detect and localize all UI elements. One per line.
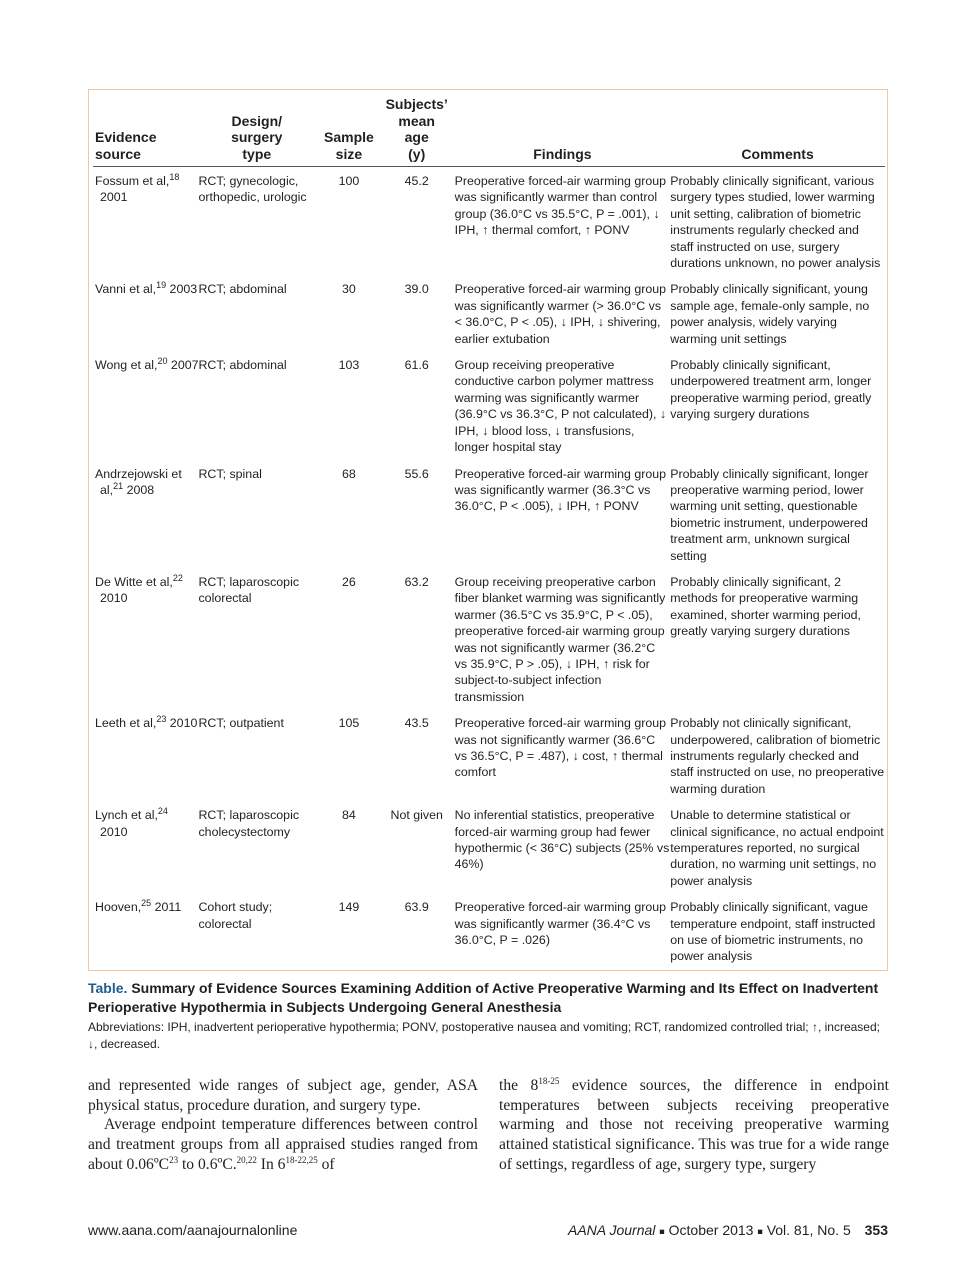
cell-mean-age: 39.0 — [404, 282, 429, 297]
caption-title — [88, 979, 888, 1017]
body-paragraph-1: and represented wide ranges of subject age, gender, ASA physical status, procedure duration, and surgery type. — [88, 1077, 478, 1114]
cell-findings: Group receiving preoperative carbon fiber blanket warming was significantly warmer (36.5°C vs 35.9°C, P < .05), preoperative forced-air warming group was not significantly warmer (36.2°C vs 35.9°C, P > .05), ↓ IPH, ↑ risk for subject-to-subject infection transmission — [454, 574, 666, 704]
cell-mean-age: 43.5 — [404, 716, 429, 731]
evidence-table — [93, 94, 885, 965]
row-spacer-cell — [93, 889, 885, 899]
row-spacer-cell — [93, 271, 885, 281]
row-spacer-cell — [93, 705, 885, 715]
table-header-row — [93, 94, 885, 167]
cell-evidence-source: Andrzejowski et al,$^{21}$ 2008 — [95, 466, 182, 497]
cell-mean-age: 63.2 — [404, 574, 429, 589]
footer-separator-icon: ■ — [757, 1226, 763, 1237]
cell-mean-age: Not given — [390, 808, 443, 823]
cell-mean-age: 55.6 — [404, 466, 429, 481]
header-design-surgery-type: Design/ surgery type — [198, 94, 315, 167]
cell-sample-size: 100 — [338, 174, 360, 188]
row-spacer — [93, 705, 885, 715]
table-caption — [88, 979, 888, 1052]
page-number: 353 — [864, 1222, 888, 1238]
caption-label: Table. — [88, 980, 128, 996]
cell-design: Cohort study; colorectal — [198, 900, 273, 931]
caption-abbreviations: Abbreviations: IPH, inadvertent perioperative hypothermia; PONV, postoperative nausea and vomiting; RCT, randomized controlled trial; ↑, increased; ↓, decreased. — [88, 1020, 880, 1051]
table-body — [93, 167, 885, 965]
cell-evidence-source: Leeth et al,$^{23}$ 2010 — [95, 714, 198, 731]
caption-title-text: Summary of Evidence Sources Examining Addition of Active Preoperative Warming and Its Effect on Inadvertent Perioperative Hypothermia in Subjects Undergoing General Anesthesia — [88, 980, 879, 1015]
footer-volume: Vol. 81, No. 5 — [766, 1222, 851, 1238]
cell-findings: Preoperative forced-air warming group was significantly warmer (36.3°C vs 36.0°C, P < .005), ↓ IPH, ↑ PONV — [454, 466, 667, 514]
cell-findings: Preoperative forced-air warming group was significantly warmer (> 36.0°C vs < 36.0°C, P < .05), ↓ IPH, ↓ shivering, earlier extubation — [454, 282, 667, 346]
cell-evidence-source: Wong et al,$^{20}$ 2007 — [95, 355, 199, 373]
row-spacer — [93, 347, 885, 357]
cell-comments: Probably clinically significant, underpowered treatment arm, longer preoperative warming period, greatly varying surgery durations — [670, 358, 872, 422]
cell-design: RCT; outpatient — [198, 716, 284, 731]
cell-sample-size: 84 — [342, 808, 356, 823]
table-row — [93, 167, 885, 272]
body-paragraph-3: the 8$^{18-25}$ evidence sources, the difference in endpoint temperatures between subjects receiving preoperative warming and those not receiving preoperative warming attained statistical significance. This was true for a wide range of settings, regardless of age, surgery type, surgery — [499, 1075, 890, 1173]
table-row — [93, 357, 885, 455]
body-column-right — [499, 1076, 889, 1175]
cell-evidence-source: Hooven,$^{25}$ 2011 — [95, 898, 182, 915]
cell-sample-size: 149 — [338, 900, 360, 915]
cell-design: RCT; spinal — [198, 466, 262, 481]
body-column-left — [88, 1076, 478, 1175]
table-row — [93, 715, 885, 797]
row-spacer — [93, 889, 885, 899]
body-paragraph-2: Average endpoint temperature differences between control and treatment groups from all appraised studies ranged from about 0.06ºC$^{23}$ to 0.6ºC.$^{20,22}$ In 6$^{18-22,25}$ of — [88, 1116, 478, 1173]
cell-mean-age: 45.2 — [404, 174, 429, 188]
cell-mean-age: 61.6 — [404, 358, 429, 373]
row-spacer — [93, 797, 885, 807]
cell-design: RCT; abdominal — [198, 282, 287, 297]
cell-design: RCT; laparoscopic colorectal — [198, 574, 300, 606]
evidence-table-frame — [88, 89, 888, 971]
table-row — [93, 466, 885, 564]
cell-design: RCT; gynecologic, orthopedic, urologic — [198, 174, 307, 205]
cell-comments: Probably not clinically significant, underpowered, calibration of biometric instruments regularly checked and staff instructed on use, no preoperative warming duration — [670, 716, 885, 796]
cell-findings: Group receiving preoperative conductive carbon polymer mattress warming was significantly warmer (36.9°C vs 36.3°C, P not calculated), ↓ IPH, ↓ blood loss, ↓ transfusions, longer hospital stay — [454, 358, 667, 455]
row-spacer — [93, 271, 885, 281]
cell-findings: Preoperative forced-air warming group was significantly warmer than control group (36.0°C vs 35.5°C, P = .001), ↓ IPH, ↑ thermal comfort, ↑ PONV — [454, 174, 667, 238]
table-row — [93, 807, 885, 889]
cell-comments: Probably clinically significant, 2 methods for preoperative warming examined, shorter warming period, greatly varying surgery durations — [670, 574, 861, 639]
cell-sample-size: 105 — [338, 716, 360, 731]
cell-sample-size: 26 — [342, 574, 356, 589]
cell-comments: Probably clinically significant, young sample age, female-only sample, no power analysis, widely varying warming unit settings — [670, 282, 870, 346]
row-spacer-cell — [93, 347, 885, 357]
row-spacer-cell — [93, 564, 885, 574]
row-spacer-cell — [93, 456, 885, 466]
footer-journal-info — [568, 1222, 888, 1238]
cell-design: RCT; laparoscopic cholecystectomy — [198, 808, 300, 839]
header-evidence-source: Evidence source — [93, 94, 198, 167]
cell-mean-age: 63.9 — [404, 900, 429, 915]
row-spacer — [93, 456, 885, 466]
cell-findings: No inferential statistics, preoperative forced-air warming group had fewer hypothermic (< 36°C) subjects (25% vs 46%) — [454, 808, 670, 872]
cell-comments: Unable to determine statistical or clinical significance, no actual endpoint temperatures reported, no surgical duration, no warming unit settings, no power analysis — [670, 808, 884, 888]
header-findings: Findings — [451, 94, 671, 167]
footer-url-link[interactable]: www.aana.com/aanajournalonline — [88, 1222, 298, 1238]
footer-issue-date: October 2013 — [668, 1222, 754, 1238]
header-comments: Comments — [670, 94, 885, 167]
page-footer — [88, 1222, 888, 1242]
table-row — [93, 281, 885, 347]
cell-evidence-source: Fossum et al,$^{18}$ 2001 — [95, 171, 180, 205]
footer-separator-icon: ■ — [659, 1226, 665, 1237]
cell-comments: Probably clinically significant, vague temperature endpoint, staff instructed on use of biometric instruments, no power analysis — [670, 900, 876, 964]
cell-sample-size: 68 — [342, 466, 356, 481]
cell-comments: Probably clinically significant, various surgery types studied, lower warming unit setting, calibration of biometric instruments regularly checked and staff instructed on use, surgery durations unknown, no power analysis — [670, 174, 881, 271]
cell-sample-size: 30 — [342, 282, 356, 297]
header-sample-size: Sample size — [315, 94, 383, 167]
cell-evidence-source: Lynch et al,$^{24}$ 2010 — [95, 806, 168, 839]
table-row — [93, 574, 885, 705]
cell-findings: Preoperative forced-air warming group was not significantly warmer (36.6°C vs 36.5°C, P = .487), ↓ cost, ↑ thermal comfort — [454, 716, 667, 780]
footer-journal-name: AANA Journal — [567, 1222, 656, 1238]
table-row — [93, 899, 885, 965]
cell-sample-size: 103 — [338, 358, 360, 373]
row-spacer — [93, 564, 885, 574]
cell-evidence-source: Vanni et al,$^{19}$ 2003 — [95, 280, 198, 297]
cell-comments: Probably clinically significant, longer preoperative warming period, lower warming unit setting, questionable biometric instrument, underpowered treatment arm, unknown surgical setting — [670, 466, 869, 563]
header-mean-age: Subjects’ mean age (y) — [383, 94, 451, 167]
cell-evidence-source: De Witte et al,$^{22}$ 2010 — [95, 572, 183, 606]
row-spacer-cell — [93, 797, 885, 807]
cell-findings: Preoperative forced-air warming group was significantly warmer (36.4°C vs 36.0°C, P = .026) — [454, 900, 667, 948]
cell-design: RCT; abdominal — [198, 358, 287, 373]
